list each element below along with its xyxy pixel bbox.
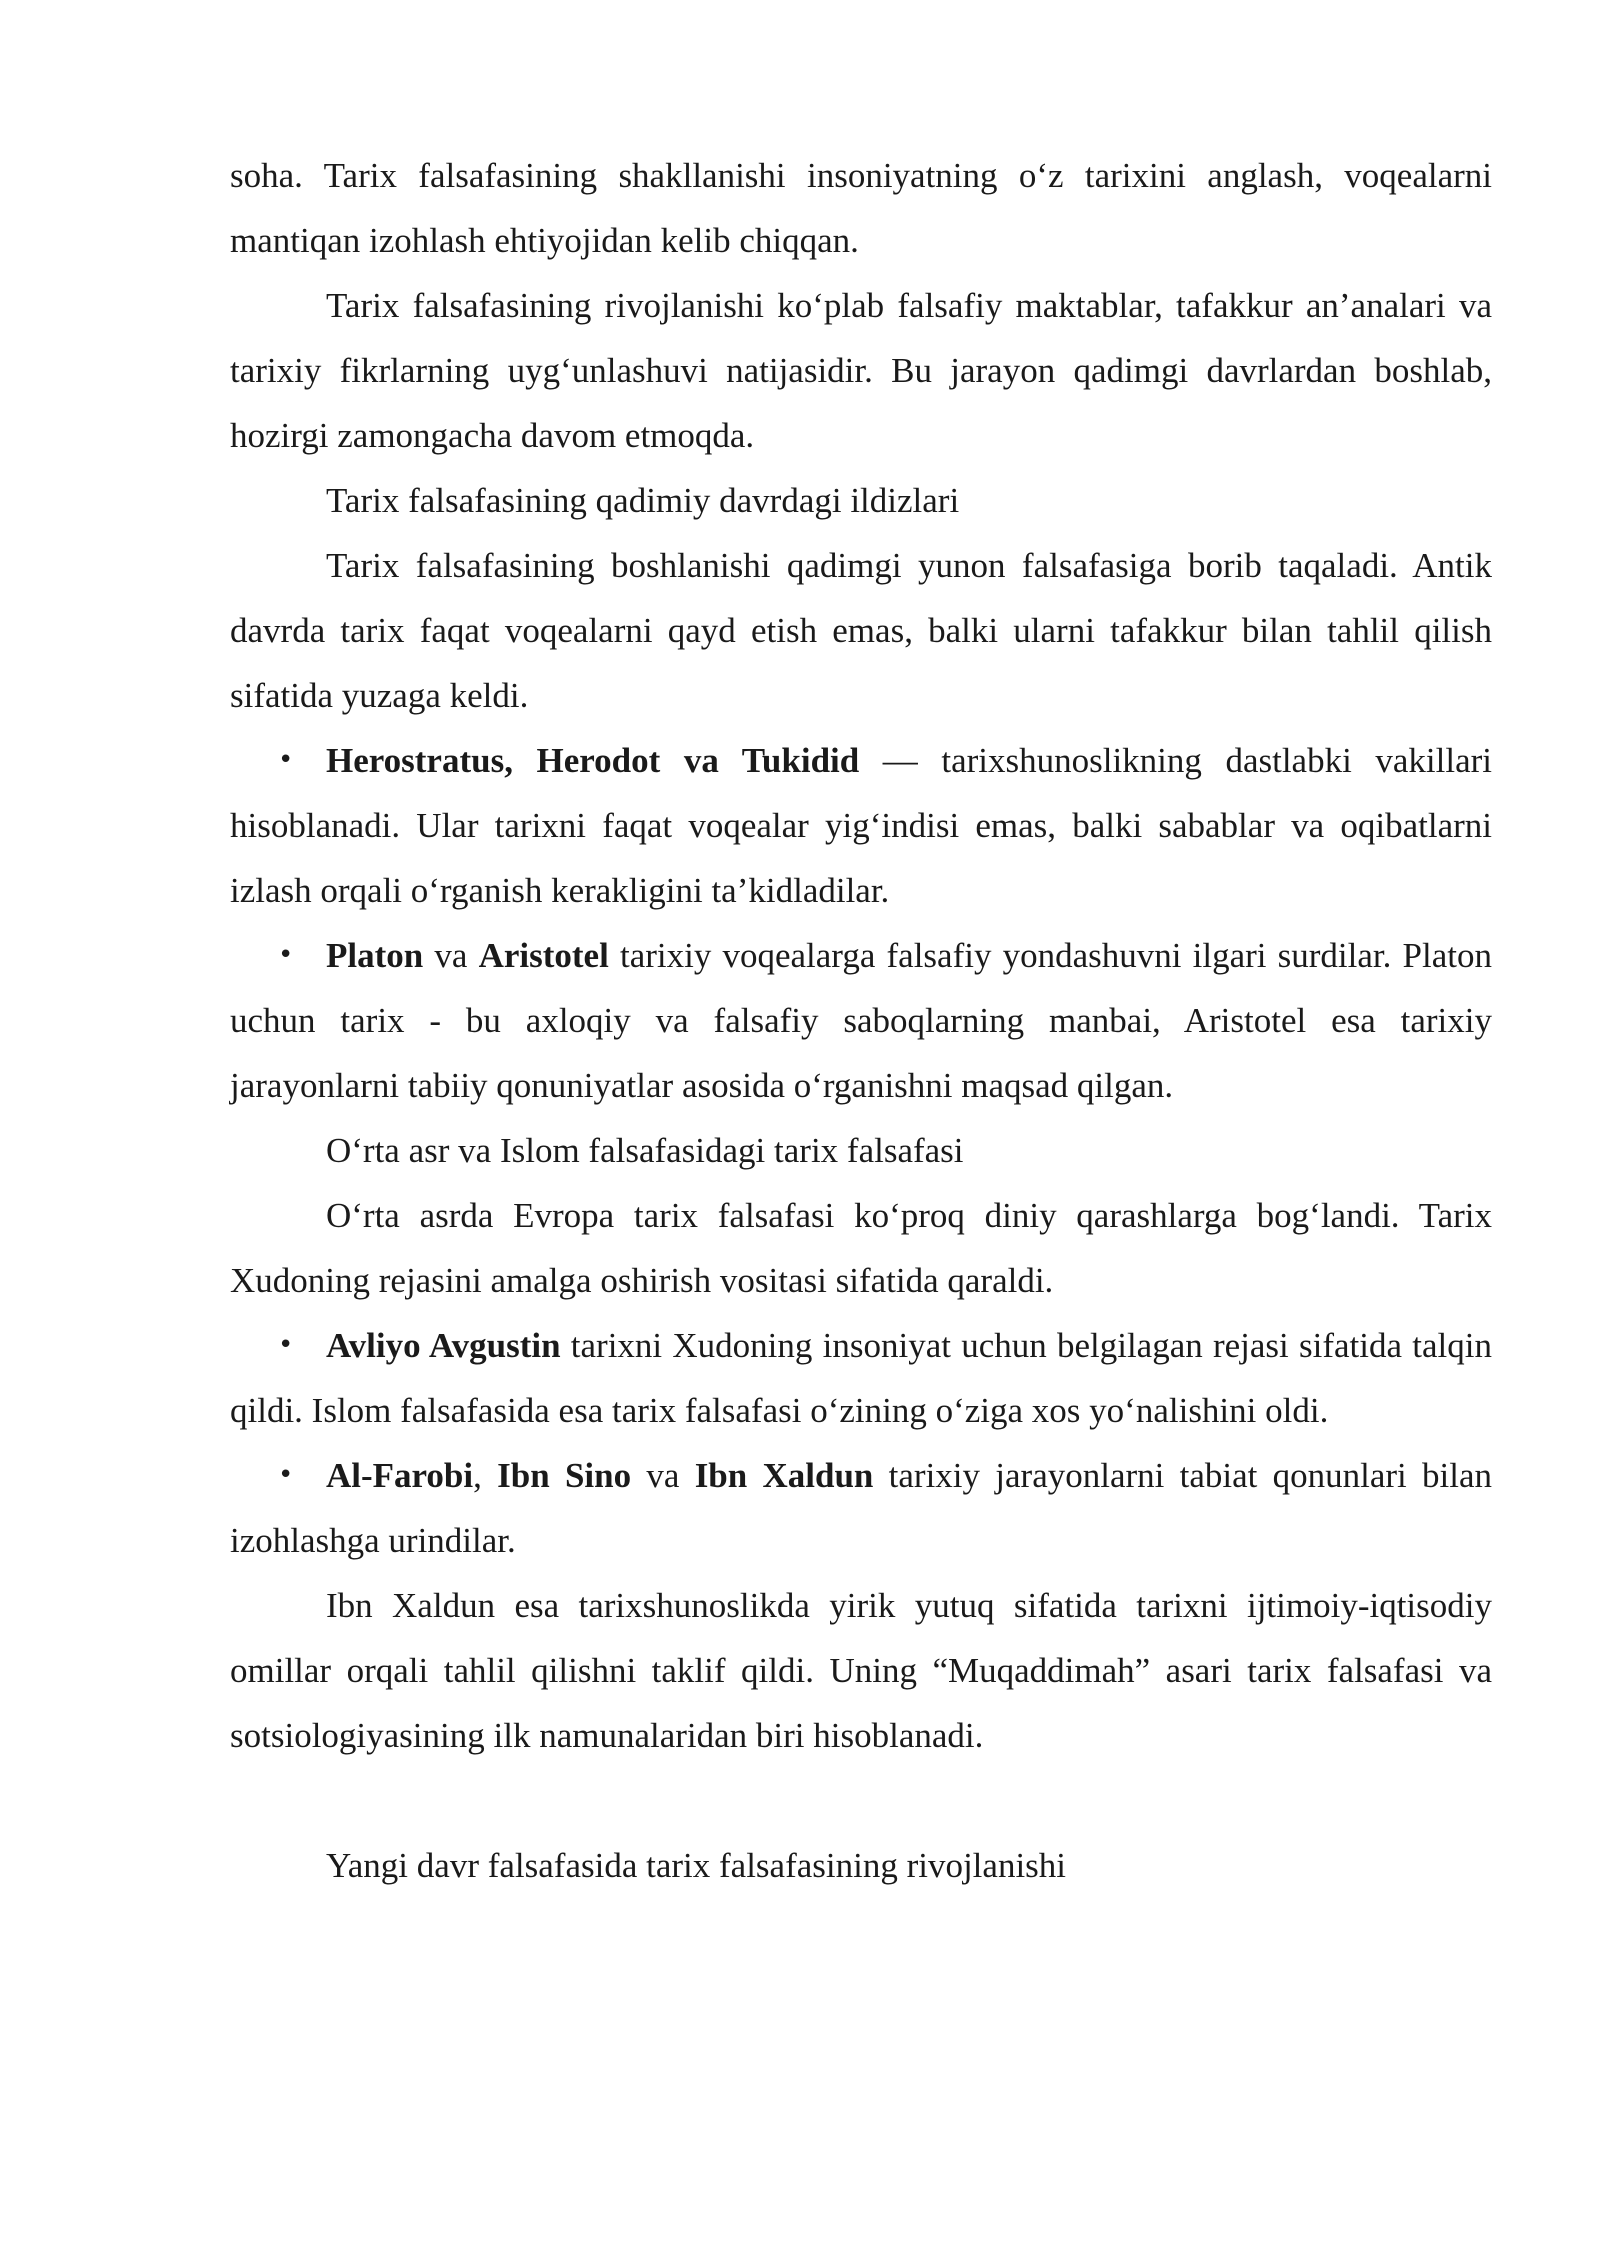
bullet-item-platon-aristotel bbox=[230, 923, 1492, 1118]
bullet-icon: • bbox=[278, 745, 294, 775]
paragraph-body: Tarix falsafasining boshlanishi qadimgi yunon falsafasiga borib taqaladi. Antik davrda tarix faqat voqealarni qayd etish emas, balki ularni tafakkur bilan tahlil qilish sifatida yuzaga keldi. bbox=[230, 546, 1492, 715]
bold-names: Herostratus, Herodot va Tukidid bbox=[326, 741, 860, 780]
bullet-icon: • bbox=[278, 1330, 294, 1360]
section-heading-modern: Yangi davr falsafasida tarix falsafasining rivojlanishi bbox=[326, 1846, 1067, 1885]
bullet-item-islamic-thinkers bbox=[230, 1443, 1492, 1573]
connector-text: va bbox=[423, 936, 479, 975]
bold-name-platon: Platon bbox=[326, 936, 424, 975]
bold-name-farobi: Al-Farobi bbox=[326, 1456, 474, 1495]
document-body bbox=[230, 143, 1492, 1898]
bullet-text: tarixni Xudoning insoniyat uchun belgilagan rejasi sifatida talqin qildi. Islom falsafasida esa tarix falsafasi o‘zining o‘ziga xos yo‘nalishini oldi. bbox=[230, 1326, 1492, 1430]
section-heading-medieval: O‘rta asr va Islom falsafasidagi tarix falsafasi bbox=[326, 1131, 964, 1170]
bullet-icon: • bbox=[278, 940, 294, 970]
paragraph-body: O‘rta asrda Evropa tarix falsafasi ko‘proq diniy qarashlarga bog‘landi. Tarix Xudoning rejasini amalga oshirish vositasi sifatida qaraldi. bbox=[230, 1196, 1492, 1300]
bullet-text: — tarixshunoslikning dastlabki vakillari hisoblanadi. Ular tarixni faqat voqealar yig‘indisi emas, balki sabablar va oqibatlarni izlash orqali o‘rganish kerakligini ta’kidladilar. bbox=[230, 741, 1492, 910]
bullet-item-historians bbox=[230, 728, 1492, 923]
bold-name-aristotel: Aristotel bbox=[478, 936, 609, 975]
blank-line bbox=[230, 1768, 1492, 1833]
bullet-text: tarixiy jarayonlarni tabiat qonunlari bilan izohlashga urindilar. bbox=[230, 1456, 1493, 1560]
connector-text: va bbox=[631, 1456, 695, 1495]
section-heading-ancient: Tarix falsafasining qadimiy davrdagi ildizlari bbox=[326, 481, 960, 520]
paragraph-continuation: soha. Tarix falsafasining shakllanishi insoniyatning o‘z tarixini anglash, voqealarni mantiqan izohlash ehtiyojidan kelib chiqqan. bbox=[230, 156, 1492, 260]
bullet-text: tarixiy voqealarga falsafiy yondashuvni ilgari surdilar. Platon uchun tarix - bu axloqiy va falsafiy saboqlarning manbai, Aristotel esa tarixiy jarayonlarni tabiiy qonuniyatlar asosida o‘rganishni maqsad qilgan. bbox=[230, 936, 1492, 1105]
paragraph-body: Ibn Xaldun esa tarixshunoslikda yirik yutuq sifatida tarixni ijtimoiy-iqtisodiy omillar orqali tahlil qilishni taklif qildi. Uning “Muqaddimah” asari tarix falsafasi va sotsiologiyasining ilk namunalaridan biri hisoblanadi. bbox=[230, 1586, 1492, 1755]
paragraph-body: Tarix falsafasining rivojlanishi ko‘plab falsafiy maktablar, tafakkur an’analari va tarixiy fikrlarning uyg‘unlashuvi natijasidir. Bu jarayon qadimgi davrlardan boshlab, hozirgi zamongacha davom etmoqda. bbox=[230, 286, 1492, 455]
bold-name-ibn-sino: Ibn Sino bbox=[497, 1456, 632, 1495]
bullet-item-avgustin bbox=[230, 1313, 1492, 1443]
bold-name-avgustin: Avliyo Avgustin bbox=[326, 1326, 561, 1365]
bullet-icon: • bbox=[278, 1460, 294, 1490]
connector-text: , bbox=[473, 1456, 498, 1495]
bold-name-ibn-xaldun: Ibn Xaldun bbox=[694, 1456, 874, 1495]
